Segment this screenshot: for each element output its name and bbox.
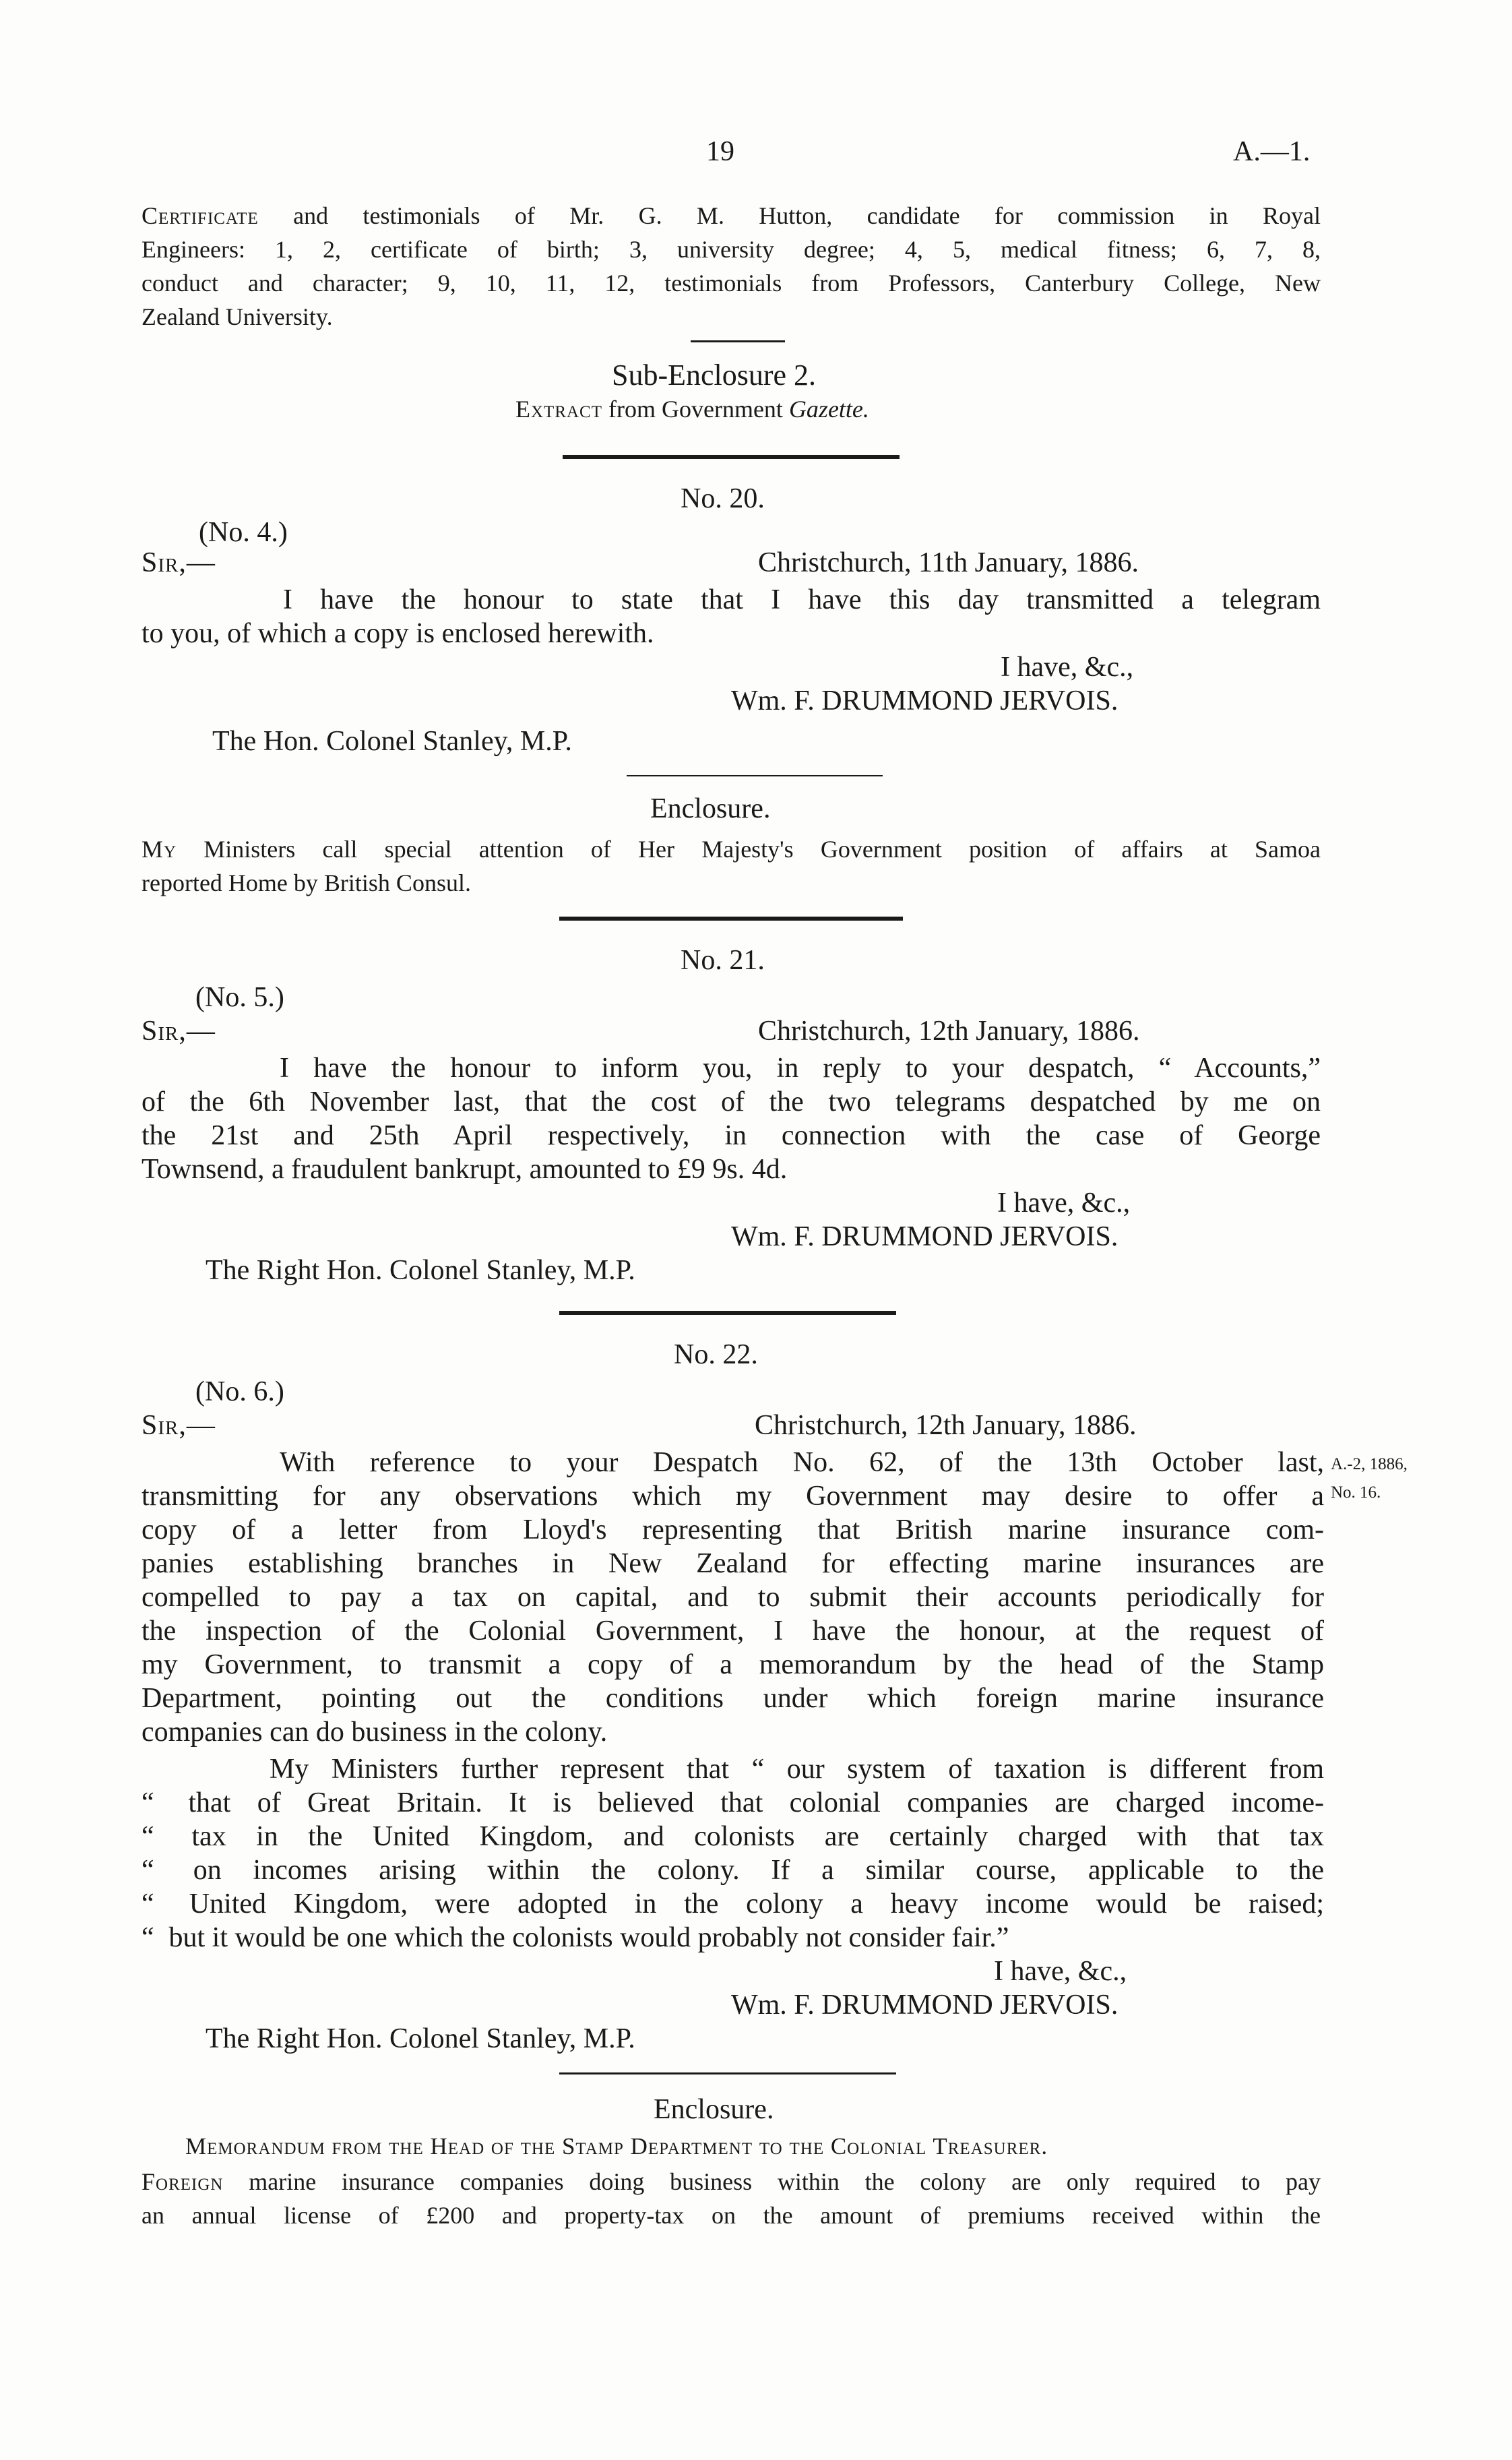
body-line-no21: I have the honour to inform you, in reply to your despatch, “ Accounts,” <box>280 1053 1321 1084</box>
sub-enclosure-subtitle: Extract from Government Gazette. <box>515 396 869 423</box>
body-line-no22: copy of a letter from Lloyd's representing that British marine insurance com- <box>141 1514 1324 1545</box>
place-date-no20: Christchurch, 11th January, 1886. <box>758 547 1139 578</box>
body-line-no22: transmitting for any observations which my Government may desire to offer a <box>141 1481 1324 1512</box>
section-divider <box>563 455 900 459</box>
quote-intro-no22: My Ministers further represent that “ our system of taxation is different from <box>270 1754 1324 1785</box>
intro-line: Certificate and testimonials of Mr. G. M. Hutton, candidate for commission in Royal <box>141 202 1321 229</box>
quote-line-no22: “ tax in the United Kingdom, and colonists are certainly charged with that tax <box>141 1821 1324 1852</box>
quote-line-no22: “ but it would be one which the colonists would probably not consider fair.” <box>141 1922 1009 1953</box>
margin-note: A.-2, 1886, <box>1331 1455 1408 1473</box>
body-line-no22: Department, pointing out the conditions under which foreign marine insurance <box>141 1683 1324 1714</box>
memo-line: an annual license of £200 and property-tax on the amount of premiums received within the <box>141 2202 1321 2229</box>
letter-heading-no21: No. 21. <box>681 945 765 976</box>
enclosure-divider <box>627 775 883 776</box>
salutation-no20: Sir,— <box>141 547 216 578</box>
enclosure-title-no22: Enclosure. <box>654 2094 774 2125</box>
body-line-no21: Townsend, a fraudulent bankrupt, amounted to £9 9s. 4d. <box>141 1154 788 1185</box>
body-line-no22: With reference to your Despatch No. 62, of the 13th October last, <box>280 1447 1324 1478</box>
body-line-no20: I have the honour to state that I have this day transmitted a telegram <box>283 584 1321 615</box>
body-line-no20: to you, of which a copy is enclosed herewith. <box>141 618 654 649</box>
closing-no22: I have, &c., <box>994 1956 1127 1987</box>
salutation-no22: Sir,— <box>141 1410 216 1441</box>
enclosure-line-no20: reported Home by British Consul. <box>141 869 471 896</box>
signature-no21: Wm. F. DRUMMOND JERVOIS. <box>731 1221 1119 1252</box>
sub-enclosure-title: Sub-Enclosure 2. <box>612 359 817 392</box>
intro-line: Zealand University. <box>141 303 333 330</box>
body-line-no22: companies can do business in the colony. <box>141 1717 608 1748</box>
salutation-no21: Sir,— <box>141 1016 216 1047</box>
closing-no20: I have, &c., <box>1001 652 1134 683</box>
signature-no20: Wm. F. DRUMMOND JERVOIS. <box>731 685 1119 716</box>
document-reference: A.—1. <box>1233 136 1311 167</box>
short-divider <box>691 340 785 342</box>
enclosure-title-no20: Enclosure. <box>650 793 771 824</box>
signature-no22: Wm. F. DRUMMOND JERVOIS. <box>731 1990 1119 2021</box>
letter-ref-no21: (No. 5.) <box>195 982 284 1013</box>
addressee-no22: The Right Hon. Colonel Stanley, M.P. <box>206 2023 635 2054</box>
page-number: 19 <box>706 136 734 167</box>
body-line-no22: compelled to pay a tax on capital, and to submit their accounts periodically for <box>141 1582 1324 1613</box>
place-date-no21: Christchurch, 12th January, 1886. <box>758 1016 1140 1047</box>
quote-line-no22: “ United Kingdom, were adopted in the colony a heavy income would be raised; <box>141 1888 1324 1919</box>
addressee-no21: The Right Hon. Colonel Stanley, M.P. <box>206 1255 635 1286</box>
body-line-no22: the inspection of the Colonial Government, I have the honour, at the request of <box>141 1616 1324 1647</box>
letter-ref-no20: (No. 4.) <box>199 517 288 548</box>
enclosure-line-no20: My Ministers call special attention of Her Majesty's Government position of affairs at Samoa <box>141 836 1321 863</box>
body-line-no21: of the 6th November last, that the cost of the two telegrams despatched by me on <box>141 1086 1321 1117</box>
intro-line: conduct and character; 9, 10, 11, 12, testimonials from Professors, Canterbury College, New <box>141 270 1321 297</box>
quote-line-no22: “ on incomes arising within the colony. If a similar course, applicable to the <box>141 1855 1325 1886</box>
letter-ref-no22: (No. 6.) <box>195 1376 284 1407</box>
section-divider <box>559 917 903 921</box>
section-divider <box>559 1311 896 1315</box>
addressee-no20: The Hon. Colonel Stanley, M.P. <box>212 726 572 757</box>
intro-lead-word: Certificate <box>141 202 259 229</box>
enclosure-divider <box>559 2072 896 2074</box>
letter-heading-no20: No. 20. <box>681 483 765 514</box>
body-line-no22: my Government, to transmit a copy of a memorandum by the head of the Stamp <box>141 1649 1324 1680</box>
letter-heading-no22: No. 22. <box>674 1339 758 1370</box>
margin-note: No. 16. <box>1331 1483 1381 1502</box>
body-line-no22: panies establishing branches in New Zealand for effecting marine insurances are <box>141 1548 1324 1579</box>
quote-line-no22: “ that of Great Britain. It is believed that colonial companies are charged income- <box>141 1787 1324 1818</box>
memo-line: Foreign marine insurance companies doing business within the colony are only required to pay <box>141 2168 1321 2195</box>
closing-no21: I have, &c., <box>997 1188 1131 1219</box>
memorandum-title: Memorandum from the Head of the Stamp Department to the Colonial Treasurer. <box>185 2133 1048 2159</box>
body-line-no21: the 21st and 25th April respectively, in connection with the case of George <box>141 1120 1321 1151</box>
intro-line: Engineers: 1, 2, certificate of birth; 3, university degree; 4, 5, medical fitness; 6, 7, 8, <box>141 236 1321 263</box>
place-date-no22: Christchurch, 12th January, 1886. <box>755 1410 1137 1441</box>
